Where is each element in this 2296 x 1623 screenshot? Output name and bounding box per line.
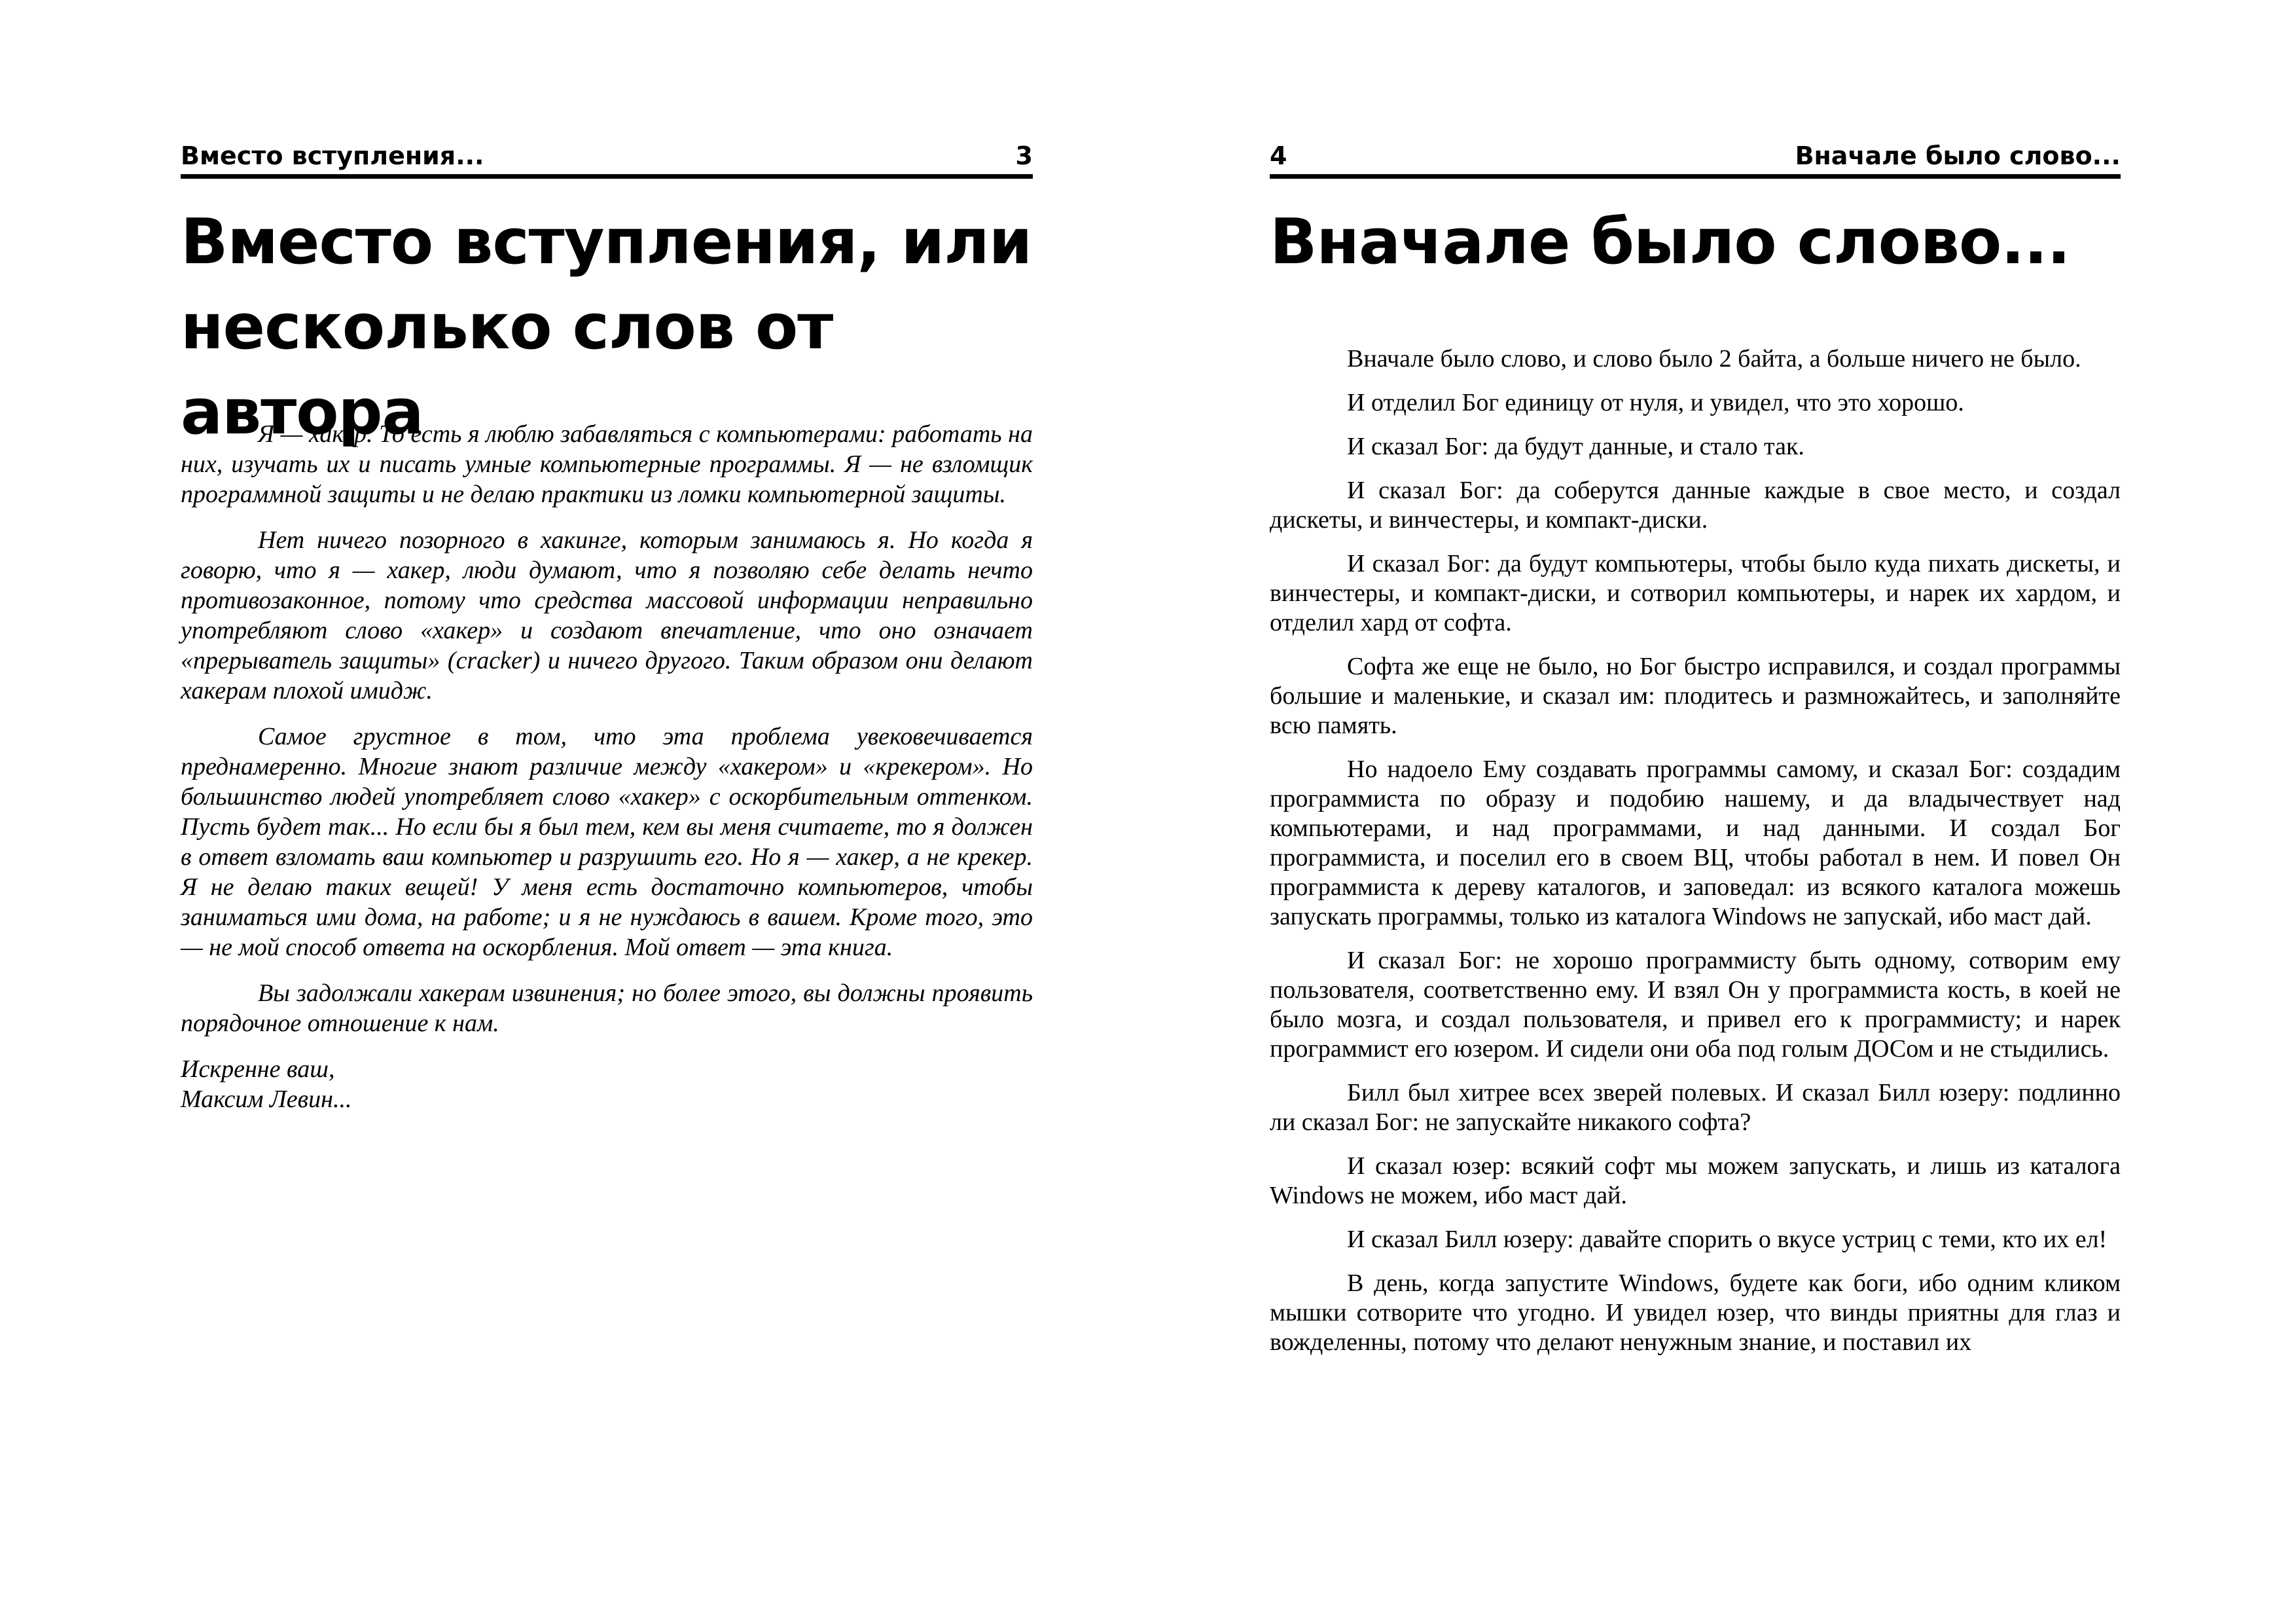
- preface-text: [181, 419, 1033, 1114]
- chapter-title: Вначале было слово...: [1270, 206, 2070, 278]
- paragraph: Вы задолжали хакерам извинения; но более этого, вы должны проявить порядочное отношение к нам.: [181, 979, 1033, 1037]
- paragraph: И сказал Билл юзеру: давайте спорить о вкусе устриц с теми, кто их ел!: [1347, 1226, 2108, 1253]
- signature-author: Максим Левин...: [181, 1085, 352, 1113]
- signature-closing: Искренне ваш,: [181, 1055, 335, 1083]
- chapter-text: [1270, 344, 2121, 1372]
- running-head-left: [181, 131, 1033, 179]
- paragraph: Нет ничего позорного в хакинге, которым занимаюсь я. Но когда я говорю, что я — хакер, люди думают, что я позволяю себе делать нечто противозаконное, потому что средства массовой информации неправильно употребляют слово «хакер» и создают впечатление, что оно означает «прерыватель защиты» (cracker) и ничего другого. Таким образом они делают хакерам плохой имидж.: [181, 526, 1033, 704]
- paragraph: И сказал Бог: да будут компьютеры, чтобы было куда пихать дискеты, и винчестеры, и компакт-диски, и сотворил компьютеры, и нарек их хардом, и отделил хард от софта.: [1270, 550, 2121, 636]
- running-head-title: Вместо вступления...: [181, 141, 484, 170]
- signature: [181, 1054, 1033, 1114]
- chapter-title: Вместо вступления, или несколько слов от автора: [181, 206, 1032, 448]
- paragraph: И сказал Бог: да будут данные, и стало так.: [1347, 433, 1804, 460]
- running-head-right: [1270, 131, 2121, 179]
- paragraph: Билл был хитрее всех зверей полевых. И сказал Билл юзеру: подлинно ли сказал Бог: не запускайте никакого софта?: [1270, 1079, 2121, 1136]
- paragraph: В день, когда запустите Windows, будете как боги, ибо одним кликом мышки сотворите что угодно. И увидел юзер, что винды приятны для глаз и вожделенны, потому что делают ненужным знание, и поставил их: [1270, 1269, 2121, 1356]
- paragraph: Я — хакер. То есть я люблю забавляться с компьютерами: работать на них, изучать их и писать умные компьютерные программы. Я — не взломщик программной защиты и не делаю практики из ломки компьютерной защиты.: [181, 420, 1033, 508]
- paragraph: И сказал Бог: да соберутся данные каждые в свое место, и создал дискеты, и винчестеры, и компакт-диски.: [1270, 477, 2121, 534]
- right-page: [1148, 0, 2296, 1623]
- paragraph: Самое грустное в том, что эта проблема увековечивается преднамеренно. Многие знают различие между «хакером» и «крекером». Но большинство людей употребляет слово «хакер» с оскорбительным оттенком. Пусть будет так... Но если бы я был тем, кем вы меня считаете, то я должен в ответ взломать ваш компьютер и разрушить его. Но я — хакер, а не крекер. Я не делаю таких вещей! У меня есть достаточно компьютеров, чтобы заниматься ими дома, на работе; и я не нуждаюсь в вашем. Кроме того, это — не мой способ ответа на оскорбления. Мой ответ — эта книга.: [181, 723, 1033, 961]
- paragraph: И сказал юзер: всякий софт мы можем запускать, и лишь из каталога Windows не можем, ибо маст дай.: [1270, 1152, 2121, 1209]
- running-head-title: Вначале было слово...: [1795, 141, 2121, 170]
- page-number: 4: [1270, 141, 1287, 170]
- page-number: 3: [1015, 141, 1033, 170]
- paragraph: Но надоело Ему создавать программы самому, и сказал Бог: создадим программиста по образу и подобию нашему, и да владычествует над компьютерами, и над программами, и над данными. И создал Бог программиста, и поселил его в своем ВЦ, чтобы работал в нем. И повел Он программиста к дереву каталогов, и заповедал: из всякого каталога можешь запускать программы, только из каталога Windows не запускай, ибо маст дай.: [1270, 756, 2121, 930]
- paragraph: Софта же еще не было, но Бог быстро исправился, и создал программы большие и маленькие, и сказал им: плодитесь и размножайтесь, и заполняйте всю память.: [1270, 653, 2121, 739]
- paragraph: Вначале было слово, и слово было 2 байта, а больше ничего не было.: [1347, 345, 2081, 373]
- paragraph: И сказал Бог: не хорошо программисту быть одному, сотворим ему пользователя, соответственно ему. И взял Он у программиста кость, в коей не было мозга, и создал пользователя, и привел его к программисту; и нарек программист его юзером. И сидели они оба под голым ДОСом и не стыдились.: [1270, 947, 2121, 1063]
- paragraph: И отделил Бог единицу от нуля, и увидел, что это хорошо.: [1347, 389, 1964, 416]
